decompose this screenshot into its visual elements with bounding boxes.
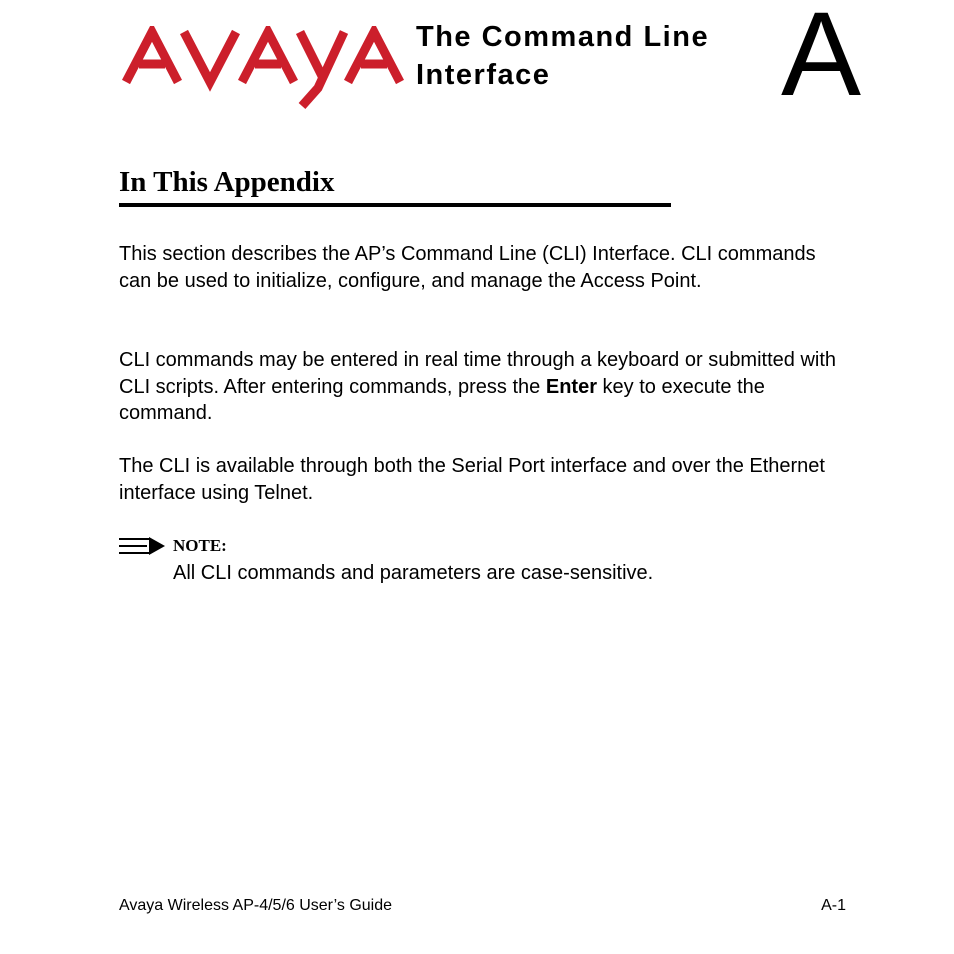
paragraph-text: CLI commands may be entered in real time through a keyboard or submitted with CLI scripts. After entering commands, press the	[119, 349, 837, 398]
chapter-title	[416, 18, 756, 94]
avaya-logo	[122, 26, 404, 110]
footer-guide-title: Avaya Wireless AP-4/5/6 User’s Guide	[119, 897, 393, 914]
note-text: All CLI commands and parameters are case-sensitive.	[173, 562, 654, 584]
chapter-letter: A	[781, 0, 862, 121]
paragraph-intro: This section describes the AP’s Command Line (CLI) Interface. CLI commands can be used to initialize, configure, and manage the Access Point.	[119, 243, 816, 292]
section-rule	[119, 203, 671, 207]
chapter-title-line2: Interface	[416, 59, 551, 91]
chapter-title-line1: The Command Line	[416, 21, 710, 53]
note-label: NOTE:	[173, 536, 227, 555]
paragraph-text: key to execute the command.	[119, 375, 765, 424]
paragraph-entering-commands	[119, 347, 849, 427]
section-heading: In This Appendix	[119, 166, 335, 198]
note-arrow-icon	[117, 535, 167, 557]
paragraph-availability: The CLI is available through both the Serial Port interface and over the Ethernet interface using Telnet.	[119, 455, 825, 504]
footer-page-number: A-1	[821, 897, 846, 914]
enter-key-label: Enter	[545, 375, 597, 398]
